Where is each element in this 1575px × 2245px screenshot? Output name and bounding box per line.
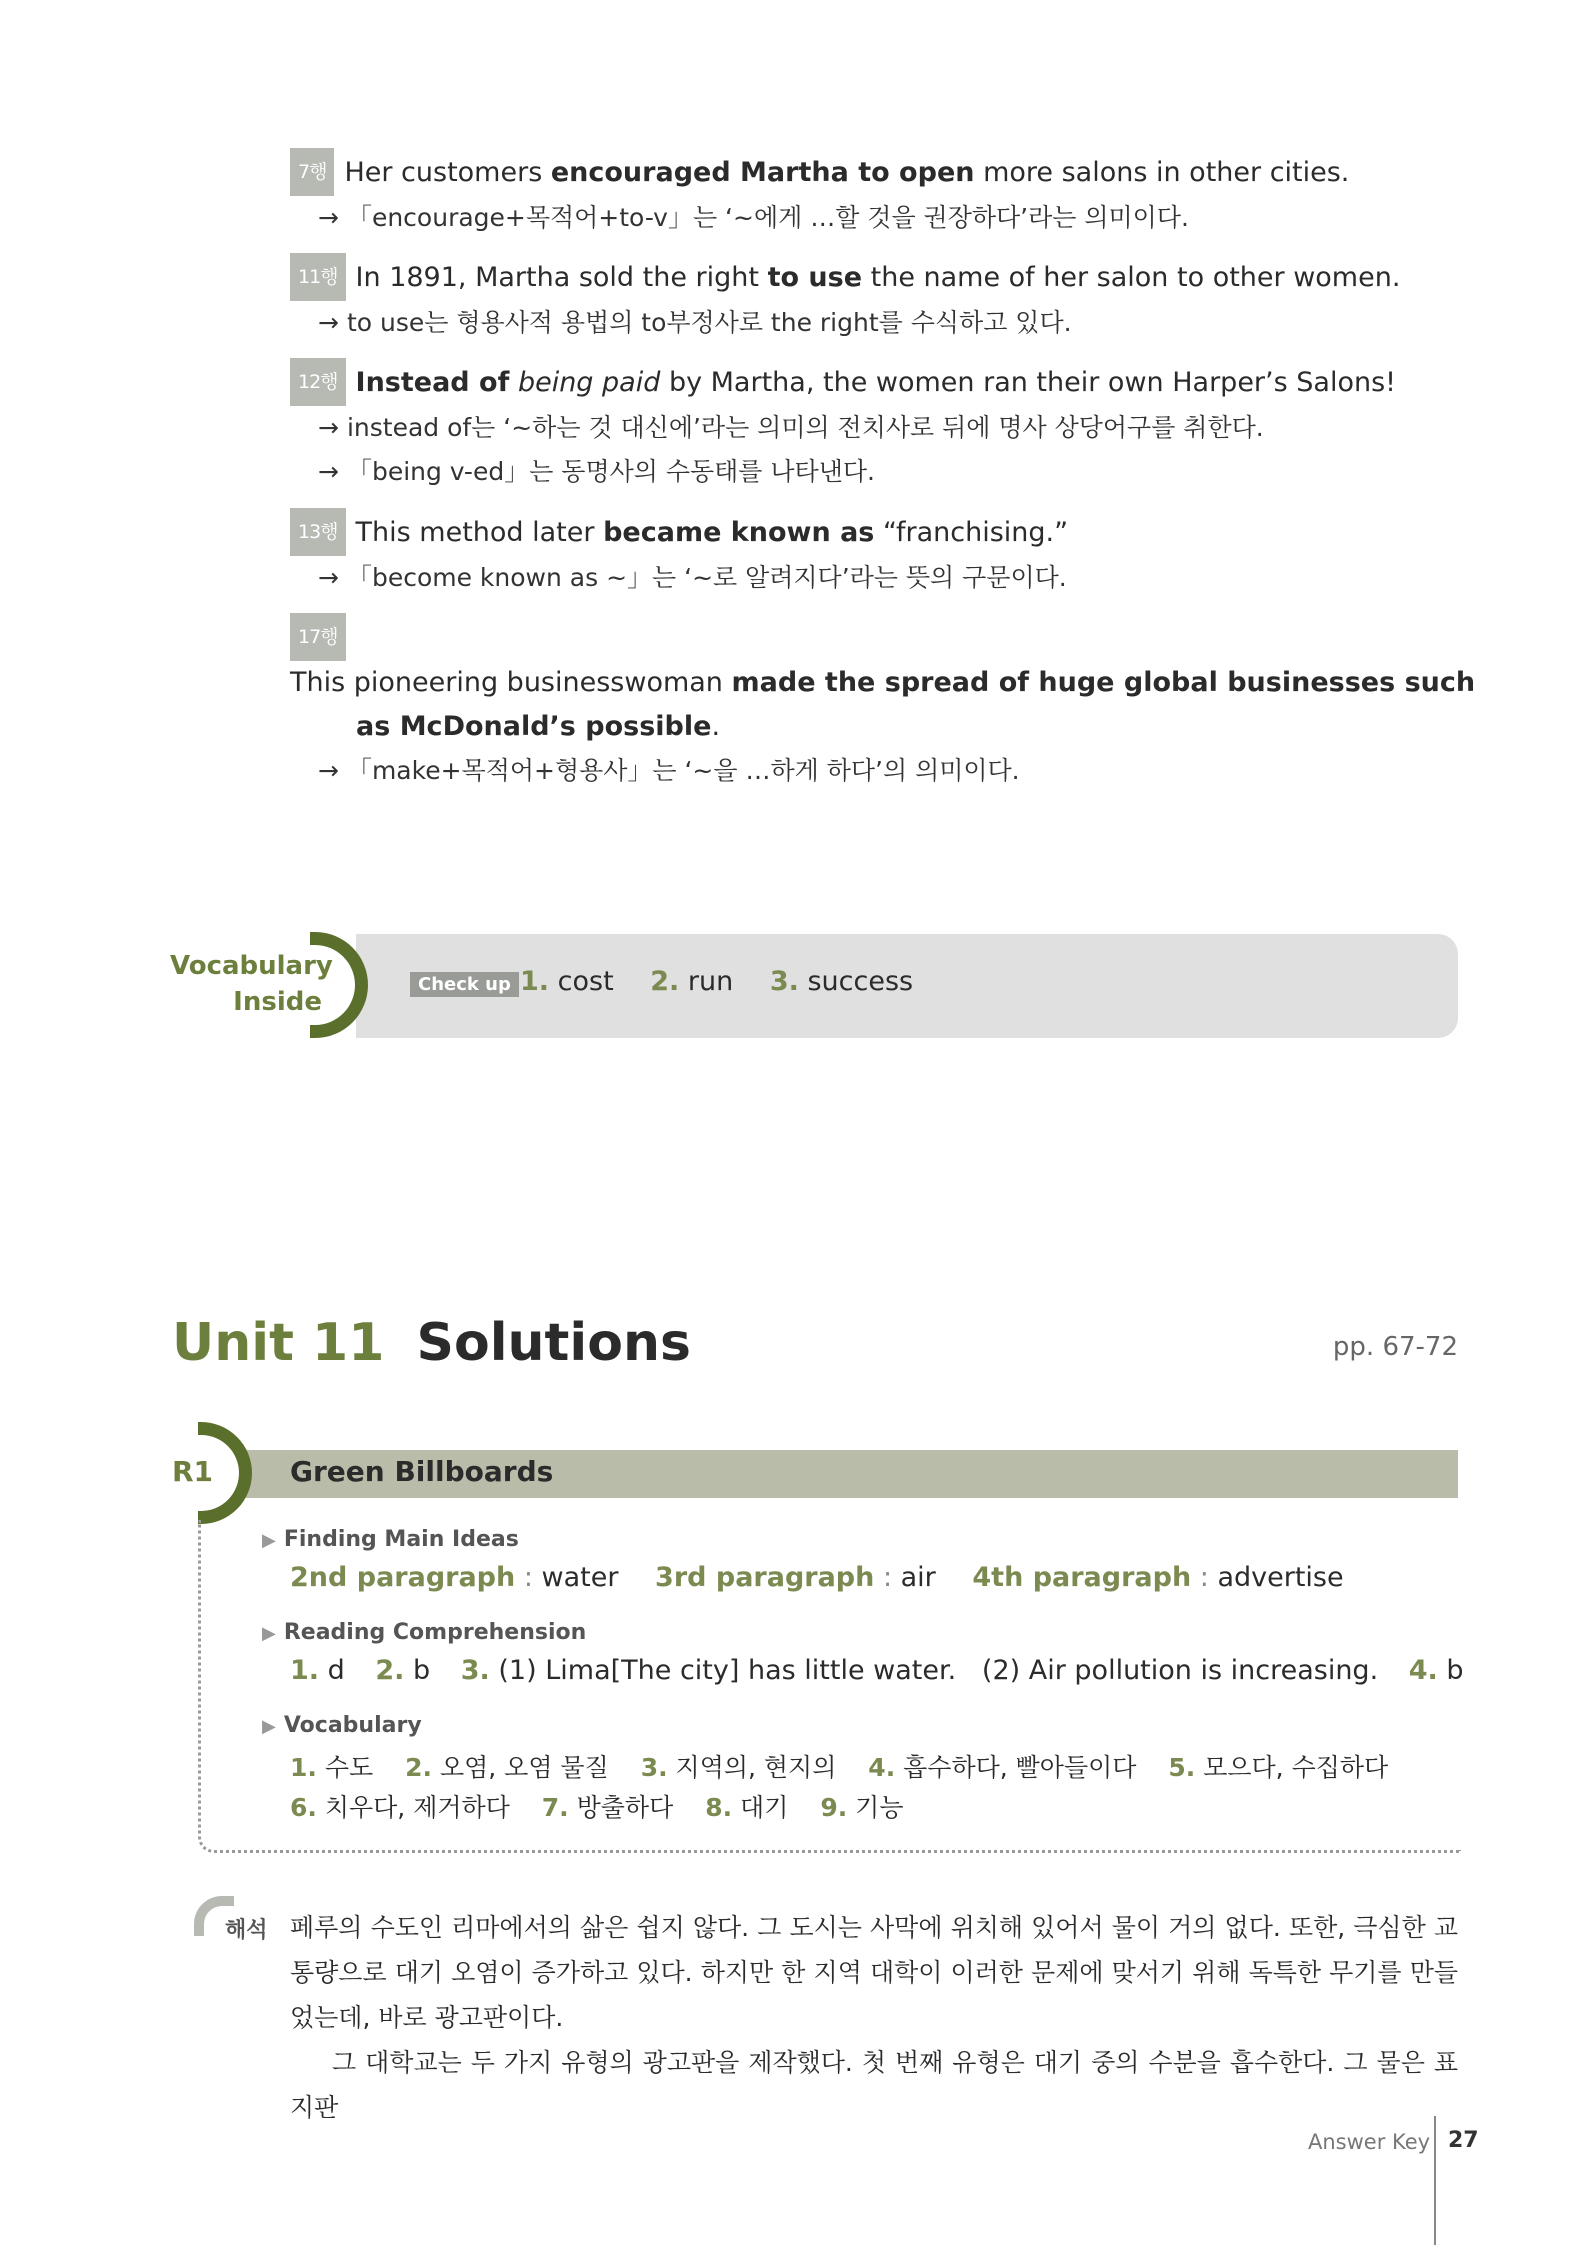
sentence-segment: This pioneering businesswoman [290, 667, 732, 698]
grammar-note [290, 613, 1476, 793]
answer-text: success [807, 966, 914, 997]
vocabulary-title-line1: Vocabulary [170, 951, 333, 981]
sentence-segment: Her customers [344, 157, 551, 188]
check-up-answers [520, 966, 913, 997]
vocab-answer: 치우다, 제거하다 [324, 1793, 510, 1822]
paragraph-answer: advertise [1217, 1562, 1344, 1593]
footer-divider [1434, 2116, 1436, 2245]
vocab-answer: 오염, 오염 물질 [439, 1753, 609, 1782]
vocab-number: 3. [640, 1753, 668, 1782]
note-sentence [290, 358, 1470, 406]
footer-label: Answer Key [1308, 2130, 1431, 2154]
note-sentence [290, 508, 1470, 556]
page-range: pp. 67-72 [1332, 1332, 1458, 1362]
note-explanation [290, 450, 1470, 494]
reading-comprehension-label: Reading Comprehension [283, 1620, 587, 1645]
question-answer: b [1446, 1655, 1464, 1686]
separator: : [515, 1562, 542, 1593]
translation-paragraph: 그 대학교는 두 가지 유형의 광고판을 제작했다. 첫 번째 유형은 대기 중의 수분을 흡수한다. 그 물은 표지판 [290, 2048, 1458, 2122]
note-sentence-continuation [290, 705, 1470, 749]
explanation-text: 「become known as ~」는 ‘~로 알려지다’라는 뜻의 구문이다. [346, 563, 1067, 592]
sentence-segment [509, 367, 518, 398]
vocabulary-inside-title [170, 948, 333, 1020]
vocab-answer: 수도 [324, 1753, 374, 1782]
sentence-segment: the name of her salon to other women. [862, 262, 1401, 293]
arrow-icon: → [318, 563, 339, 592]
triangle-bullet-icon: ▶ [262, 1530, 276, 1551]
explanation-text: instead of는 ‘~하는 것 대신에’라는 의미의 전치사로 뒤에 명사 상당어구를 취한다. [346, 413, 1264, 442]
sentence-segment: to use [767, 262, 863, 293]
r1-title: Green Billboards [290, 1455, 554, 1488]
note-sentence [290, 613, 1476, 705]
separator: : [1191, 1562, 1218, 1593]
explanation-text: to use는 형용사적 용법의 to부정사로 the right를 수식하고 있다. [346, 308, 1072, 337]
note-explanation [290, 556, 1470, 600]
question-number: 3. [460, 1655, 490, 1686]
question-answer: d [327, 1655, 345, 1686]
arrow-icon: → [318, 457, 339, 486]
vocabulary-answers-row2 [290, 1788, 903, 1824]
answer-number: 1. [520, 966, 550, 997]
note-explanation [290, 406, 1470, 450]
paragraph-label: 3rd paragraph [655, 1562, 875, 1593]
reading-comprehension-heading [262, 1620, 586, 1645]
paragraph-answer: air [900, 1562, 936, 1593]
separator: : [874, 1562, 901, 1593]
sentence-segment: This method later [355, 517, 604, 548]
sentence-segment: became known as [603, 517, 875, 548]
sentence-segment: In 1891, Martha sold the right [355, 262, 768, 293]
vocab-number: 4. [868, 1753, 896, 1782]
answer-text: run [687, 966, 734, 997]
explanation-text: 「encourage+목적어+to-v」는 ‘~에게 …할 것을 권장하다’라는 의미이다. [346, 203, 1189, 232]
check-up-badge: Check up [410, 972, 519, 997]
line-number-badge: 13행 [290, 508, 346, 556]
translation-label: 해석 [225, 1918, 268, 1943]
unit-title [172, 1313, 691, 1373]
vocab-number: 1. [290, 1753, 317, 1782]
triangle-bullet-icon: ▶ [262, 1623, 276, 1644]
sentence-segment: more salons in other cities. [974, 157, 1350, 188]
vocab-number: 2. [405, 1753, 433, 1782]
sentence-segment: “franchising.” [874, 517, 1069, 548]
vocab-number: 7. [541, 1793, 569, 1822]
grammar-note [290, 508, 1470, 600]
arrow-icon: → [318, 203, 339, 232]
triangle-bullet-icon: ▶ [262, 1716, 276, 1737]
grammar-note [290, 253, 1470, 345]
vocab-answer: 대기 [740, 1793, 789, 1822]
vocabulary-heading [262, 1713, 422, 1738]
vocabulary-label: Vocabulary [283, 1713, 422, 1738]
vocab-number: 6. [290, 1793, 317, 1822]
translation-text [290, 1905, 1458, 2130]
r1-label: R1 [172, 1455, 214, 1488]
line-number-badge: 17행 [290, 613, 346, 661]
question-answer: b [413, 1655, 431, 1686]
line-number-badge: 7행 [290, 148, 334, 196]
question-number: 4. [1408, 1655, 1438, 1686]
question-answer: (1) Lima[The city] has little water. (2) Air pollution is increasing. [498, 1655, 1379, 1686]
arrow-icon: → [318, 308, 339, 337]
note-explanation [290, 301, 1470, 345]
note-sentence [290, 253, 1470, 301]
question-number: 1. [290, 1655, 320, 1686]
answer-text: cost [557, 966, 614, 997]
vocab-answer: 모으다, 수집하다 [1203, 1753, 1389, 1782]
note-sentence [290, 148, 1470, 196]
note-explanation [290, 749, 1470, 793]
sentence-segment: being paid [517, 367, 661, 398]
vocab-answer: 방출하다 [576, 1793, 674, 1822]
page-number: 27 [1448, 2128, 1479, 2153]
answer-number: 3. [769, 966, 799, 997]
vocab-number: 9. [820, 1793, 848, 1822]
grammar-note [290, 358, 1470, 494]
explanation-text: 「being v-ed」는 동명사의 수동태를 나타낸다. [346, 457, 875, 486]
vocab-answer: 기능 [855, 1793, 904, 1822]
reading-comprehension-answers [290, 1655, 1464, 1686]
vocab-answer: 지역의, 현지의 [675, 1753, 837, 1782]
sentence-segment: by Martha, the women ran their own Harper’s Salons! [660, 367, 1396, 398]
note-explanation [290, 196, 1470, 240]
arrow-icon: → [318, 756, 339, 785]
sentence-segment: . [711, 711, 721, 742]
paragraph-label: 4th paragraph [972, 1562, 1192, 1593]
vocabulary-answers-row1 [290, 1748, 1388, 1784]
unit-label: Unit 11 [172, 1313, 385, 1373]
unit-name: Solutions [416, 1313, 691, 1373]
sentence-segment: Instead of [355, 367, 510, 398]
grammar-note [290, 148, 1470, 240]
finding-main-ideas-label: Finding Main Ideas [283, 1527, 519, 1552]
vocab-answer: 흡수하다, 빨아들이다 [903, 1753, 1137, 1782]
vocab-number: 5. [1168, 1753, 1196, 1782]
finding-main-ideas-heading [262, 1527, 519, 1552]
paragraph-answer: water [541, 1562, 619, 1593]
line-number-badge: 12행 [290, 358, 346, 406]
finding-main-ideas-answers [290, 1562, 1344, 1593]
explanation-text: 「make+목적어+형용사」는 ‘~을 …하게 하다’의 의미이다. [346, 756, 1020, 785]
sentence-segment: made the spread of huge global businesses such [731, 667, 1476, 698]
paragraph-label: 2nd paragraph [290, 1562, 516, 1593]
vocabulary-title-line2: Inside [233, 987, 322, 1017]
answer-number: 2. [650, 966, 680, 997]
arrow-icon: → [318, 413, 339, 442]
sentence-segment: encouraged Martha to open [550, 157, 975, 188]
sentence-segment: as McDonald’s possible [356, 711, 712, 742]
line-number-badge: 11행 [290, 253, 346, 301]
translation-paragraph: 페루의 수도인 리마에서의 삶은 쉽지 않다. 그 도시는 사막에 위치해 있어서 물이 거의 없다. 또한, 극심한 교통량으로 대기 오염이 증가하고 있다. 하지만 한 지역 대학이 이러한 문제에 맞서기 위해 독특한 무기를 만들었는데, 바로 광고판이다. [290, 1913, 1458, 2032]
question-number: 2. [375, 1655, 405, 1686]
vocab-number: 8. [705, 1793, 733, 1822]
